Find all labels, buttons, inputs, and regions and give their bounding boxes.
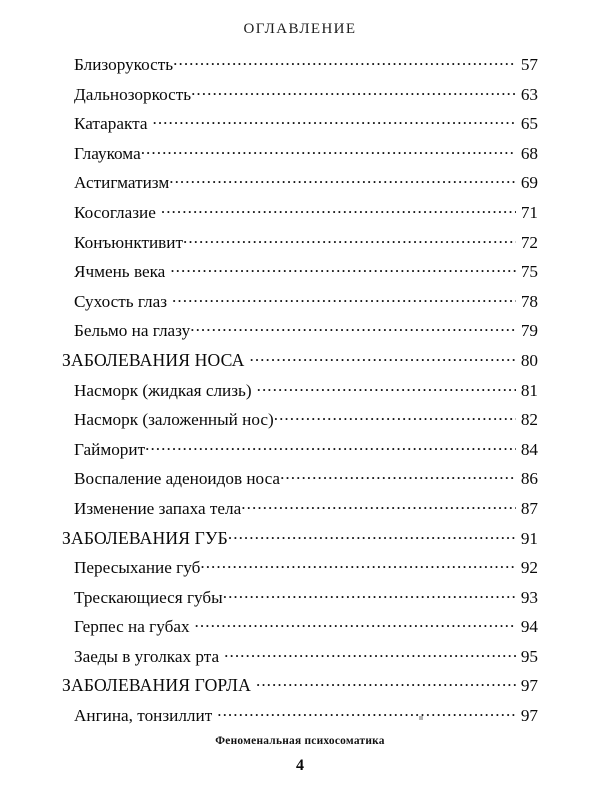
toc-dot-leader	[219, 646, 516, 662]
toc-entry-row[interactable]	[0, 380, 600, 410]
toc-dot-leader	[169, 172, 516, 188]
toc-section-row[interactable]	[0, 350, 600, 380]
table-of-contents-list	[0, 54, 600, 735]
toc-entry-page-number: 80	[520, 350, 538, 370]
toc-dot-leader	[145, 439, 516, 455]
toc-entry-page-number: 97	[520, 676, 538, 696]
toc-entry-row[interactable]	[0, 587, 600, 617]
toc-entry-label: ЗАБОЛЕВАНИЯ ГУБ	[62, 527, 228, 548]
toc-entry-page-number: 81	[520, 380, 538, 400]
toc-entry-row[interactable]	[0, 616, 600, 646]
footer-book-title: Феноменальная психосоматика	[215, 735, 385, 747]
toc-dot-leader	[183, 232, 516, 248]
toc-dot-leader	[251, 675, 516, 691]
toc-dot-leader	[274, 409, 516, 425]
toc-dot-leader	[280, 468, 516, 484]
toc-dot-leader	[141, 143, 516, 159]
toc-entry-page-number: 69	[520, 173, 538, 193]
page-title: ОГЛАВЛЕНИЕ	[243, 21, 357, 37]
toc-entry-page-number: 78	[520, 291, 538, 311]
toc-entry-label: Насморк (жидкая слизь)	[74, 380, 252, 400]
toc-entry-label: Пересыхание губ	[74, 558, 201, 578]
toc-entry-page-number: 84	[520, 439, 538, 459]
toc-entry-label: Изменение запаха тела	[74, 498, 242, 518]
toc-section-row[interactable]	[0, 528, 600, 558]
toc-entry-row[interactable]	[0, 320, 600, 350]
toc-entry-label: Конъюнктивит	[74, 232, 183, 252]
toc-entry-page-number: 94	[520, 617, 538, 637]
toc-entry-page-number: 87	[520, 498, 538, 518]
toc-entry-label: Сухость глаз	[74, 291, 168, 311]
toc-entry-page-number: 57	[520, 55, 538, 74]
toc-dot-leader	[252, 380, 516, 396]
toc-entry-label: Заеды в уголках рта	[74, 646, 220, 666]
toc-entry-label: ЗАБОЛЕВАНИЯ ГОРЛА	[62, 675, 251, 696]
toc-entry-page-number: 65	[520, 114, 538, 134]
toc-entry-label: Ангина, тонзиллит	[74, 706, 213, 726]
toc-entry-page-number: 86	[520, 469, 538, 489]
toc-entry-page-number: 72	[520, 232, 538, 252]
toc-entry-row[interactable]	[0, 113, 600, 143]
toc-entry-page-number: 71	[520, 202, 538, 222]
toc-entry-label: Насморк (заложенный нос)	[74, 410, 274, 430]
toc-entry-row[interactable]	[0, 202, 600, 232]
toc-dot-leader	[212, 705, 516, 721]
toc-entry-row[interactable]	[0, 54, 600, 84]
toc-entry-row[interactable]	[0, 261, 600, 291]
toc-entry-page-number: 68	[520, 143, 538, 163]
toc-entry-row[interactable]	[0, 705, 600, 735]
toc-entry-page-number: 75	[520, 262, 538, 282]
toc-entry-label: Дальнозоркость	[74, 84, 192, 104]
toc-entry-row[interactable]	[0, 172, 600, 202]
toc-entry-row[interactable]	[0, 646, 600, 676]
toc-entry-label: Ячмень века	[74, 262, 166, 282]
toc-entry-label: Трескающиеся губы	[74, 587, 223, 607]
toc-dot-leader	[200, 557, 516, 573]
toc-entry-label: Воспаление аденоидов носа	[74, 469, 281, 489]
toc-entry-page-number: 97	[520, 706, 538, 726]
toc-entry-row[interactable]	[0, 232, 600, 262]
toc-entry-page-number: 82	[520, 410, 538, 430]
toc-dot-leader	[190, 320, 516, 336]
toc-dot-leader	[167, 291, 516, 307]
footer-page-number: 4	[296, 757, 304, 774]
toc-entry-page-number: 92	[520, 558, 538, 578]
toc-dot-leader	[147, 113, 516, 129]
toc-entry-page-number: 63	[520, 84, 538, 104]
toc-dot-leader	[241, 498, 516, 514]
toc-entry-page-number: 79	[520, 321, 538, 341]
toc-entry-label: Астигматизм	[74, 173, 170, 193]
toc-dot-leader	[244, 350, 516, 366]
scan-artifact-speck	[419, 716, 423, 720]
toc-entry-row[interactable]	[0, 557, 600, 587]
toc-dot-leader	[191, 84, 516, 100]
toc-dot-leader	[173, 54, 516, 70]
toc-entry-page-number: 95	[520, 646, 538, 666]
toc-entry-label: ЗАБОЛЕВАНИЯ НОСА	[62, 349, 245, 370]
toc-entry-row[interactable]	[0, 143, 600, 173]
toc-entry-row[interactable]	[0, 84, 600, 114]
toc-entry-label: Бельмо на глазу	[74, 321, 191, 341]
toc-entry-label: Гайморит	[74, 439, 146, 459]
toc-entry-label: Катаракта	[74, 114, 148, 134]
toc-dot-leader	[165, 261, 516, 277]
toc-entry-label: Близорукость	[74, 55, 174, 74]
toc-dot-leader	[223, 587, 516, 603]
toc-entry-page-number: 91	[520, 528, 538, 548]
toc-entry-row[interactable]	[0, 468, 600, 498]
toc-entry-page-number: 93	[520, 587, 538, 607]
toc-dot-leader	[190, 616, 516, 632]
toc-entry-row[interactable]	[0, 409, 600, 439]
toc-dot-leader	[228, 528, 516, 544]
toc-entry-label: Герпес на губах	[74, 617, 190, 637]
toc-section-row[interactable]	[0, 675, 600, 705]
toc-entry-row[interactable]	[0, 439, 600, 469]
toc-entry-label: Косоглазие	[74, 202, 156, 222]
toc-entry-row[interactable]	[0, 498, 600, 528]
toc-entry-row[interactable]	[0, 291, 600, 321]
toc-entry-label: Глаукома	[74, 143, 141, 163]
toc-dot-leader	[156, 202, 516, 218]
